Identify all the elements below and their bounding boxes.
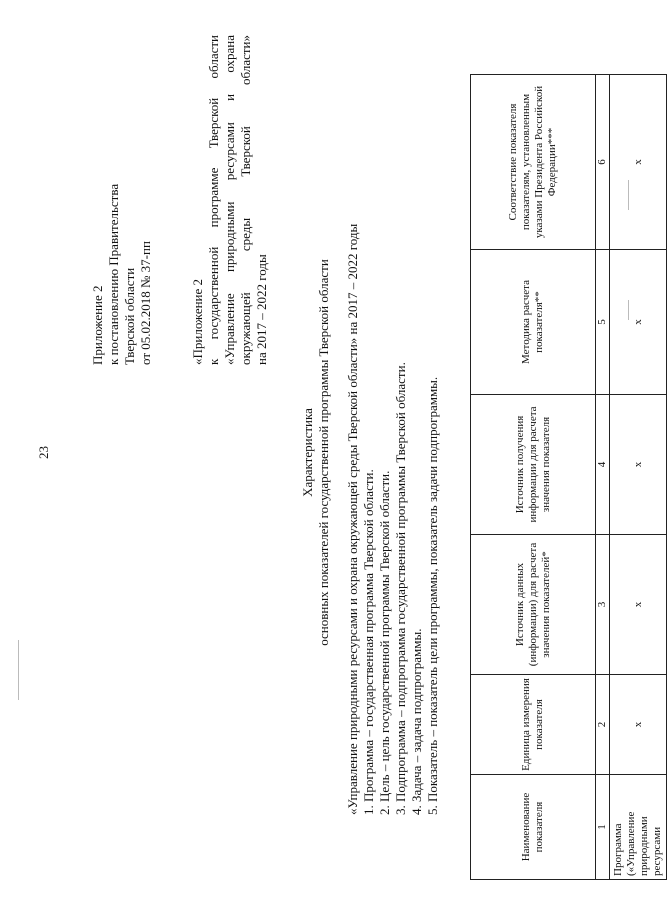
- scan-mark: [628, 180, 629, 210]
- appendix-quote-line: окружающей среды Тверской области»: [238, 35, 253, 365]
- column-header: Наименование показателя: [471, 775, 596, 880]
- column-header: Методика расчета показателя**: [471, 250, 596, 395]
- definition-item: 2. Цель – цель государственной программы Тверской области.: [377, 470, 392, 815]
- scan-mark: [18, 640, 19, 700]
- heading-title: Характеристика: [300, 408, 315, 497]
- table-cell: х: [610, 250, 667, 395]
- appendix-header: [90, 184, 154, 365]
- table-cell: х: [610, 395, 667, 535]
- appendix-header-line: Тверской области: [122, 267, 137, 365]
- appendix-quote: [190, 35, 270, 365]
- appendix-header-line: к постановлению Правительства: [106, 183, 121, 365]
- heading-program-name: «Управление природными ресурсами и охрана окружающей среды Тверской области» на 2017 – 2022 годы: [345, 223, 360, 815]
- column-number: 6: [596, 75, 610, 250]
- appendix-header-line: Приложение 2: [90, 285, 105, 365]
- table-row: [610, 75, 667, 880]
- scan-mark: [628, 300, 629, 320]
- column-number: 4: [596, 395, 610, 535]
- column-header: Единица измерения показателя: [471, 675, 596, 775]
- definition-item: 3. Подпрограмма – подпрограмма государственной программы Тверской области.: [393, 362, 408, 815]
- table-cell: х: [610, 675, 667, 775]
- heading-subtitle: основных показателей государственной программы Тверской области: [316, 259, 331, 646]
- column-number: 2: [596, 675, 610, 775]
- table-cell: х: [610, 75, 667, 250]
- definitions-list: [345, 224, 441, 815]
- column-header: Источник данных (информации) для расчета значения показателей*: [471, 535, 596, 675]
- indicators-table: [470, 74, 667, 880]
- page-number: 23: [36, 446, 51, 459]
- column-number: 5: [596, 250, 610, 395]
- column-number: 1: [596, 775, 610, 880]
- appendix-quote-line: на 2017 – 2022 годы: [254, 254, 269, 365]
- appendix-quote-line: к государственной программе Тверской области: [206, 35, 221, 365]
- column-header: Соответствие показателя показателям, установленным указами Президента Российской Федерации***: [471, 75, 596, 250]
- table-cell: Программа («Управление природными ресурсами: [610, 775, 667, 880]
- definition-item: 1. Программа – государственная программа Тверской области.: [361, 469, 376, 815]
- column-number-row: [596, 75, 610, 880]
- definition-item: 4. Задача – задача подпрограммы.: [409, 628, 424, 815]
- definition-item: 5. Показатель – показатель цели программы, показатель задачи подпрограммы.: [425, 376, 440, 815]
- column-number: 3: [596, 535, 610, 675]
- appendix-quote-line: «Приложение 2: [190, 278, 205, 365]
- table-cell: х: [610, 535, 667, 675]
- column-header: Источник получения информации для расчета значения показателя: [471, 395, 596, 535]
- document-heading: [300, 0, 332, 905]
- appendix-header-line: от 05.02.2018 № 37-пп: [138, 241, 153, 365]
- table-header-row: [471, 75, 596, 880]
- appendix-quote-line: «Управление природными ресурсами и охрана: [222, 35, 237, 365]
